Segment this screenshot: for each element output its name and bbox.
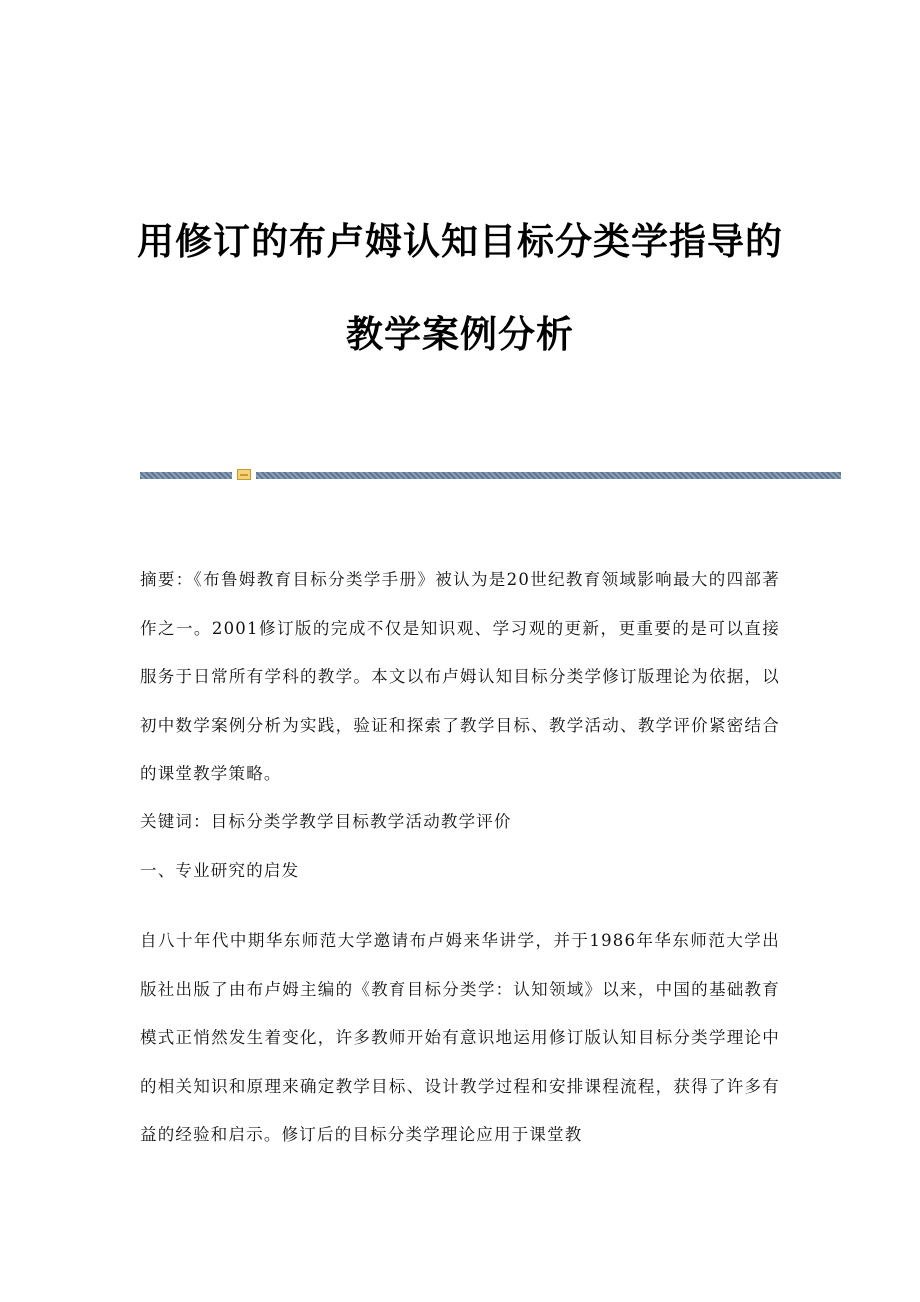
intro-paragraph	[140, 917, 780, 1160]
envelope-icon	[237, 469, 251, 480]
intro-text: 自八十年代中期华东师范大学邀请布卢姆来华讲学，并于1986年华东师范大学出版社出版了由布卢姆主编的《教育目标分类学：认知领域》以来，中国的基础教育模式正悄然发生着变化，许多教师开始有意识地运用修订版认知目标分类学理论中的相关知识和原理来确定教学目标、设计教学过程和安排课程流程，获得了许多有益的经验和启示。修订后的目标分类学理论应用于课堂教	[140, 931, 780, 1144]
document-title-line-1: 用修订的布卢姆认知目标分类学指导的	[137, 220, 783, 263]
section-heading-text: 一、专业研究的启发	[140, 861, 300, 880]
keywords-line	[140, 798, 780, 847]
abstract-paragraph	[140, 556, 780, 799]
document-title-line-2: 教学案例分析	[346, 313, 574, 356]
divider-bar-right	[256, 472, 841, 479]
abstract-text: 摘要：《布鲁姆教育目标分类学手册》被认为是20世纪教育领域影响最大的四部著作之一。2001修订版的完成不仅是知识观、学习观的更新，更重要的是可以直接服务于日常所有学科的教学。本文以布卢姆认知目标分类学修订版理论为依据，以初中数学案例分析为实践，验证和探索了教学目标、教学活动、教学评价紧密结合的课堂教学策略。	[140, 570, 780, 783]
section-heading	[140, 847, 780, 896]
divider-bar-left	[140, 472, 232, 479]
title-divider	[140, 470, 841, 480]
keywords-text: 关键词：目标分类学教学目标教学活动教学评价	[140, 812, 512, 831]
